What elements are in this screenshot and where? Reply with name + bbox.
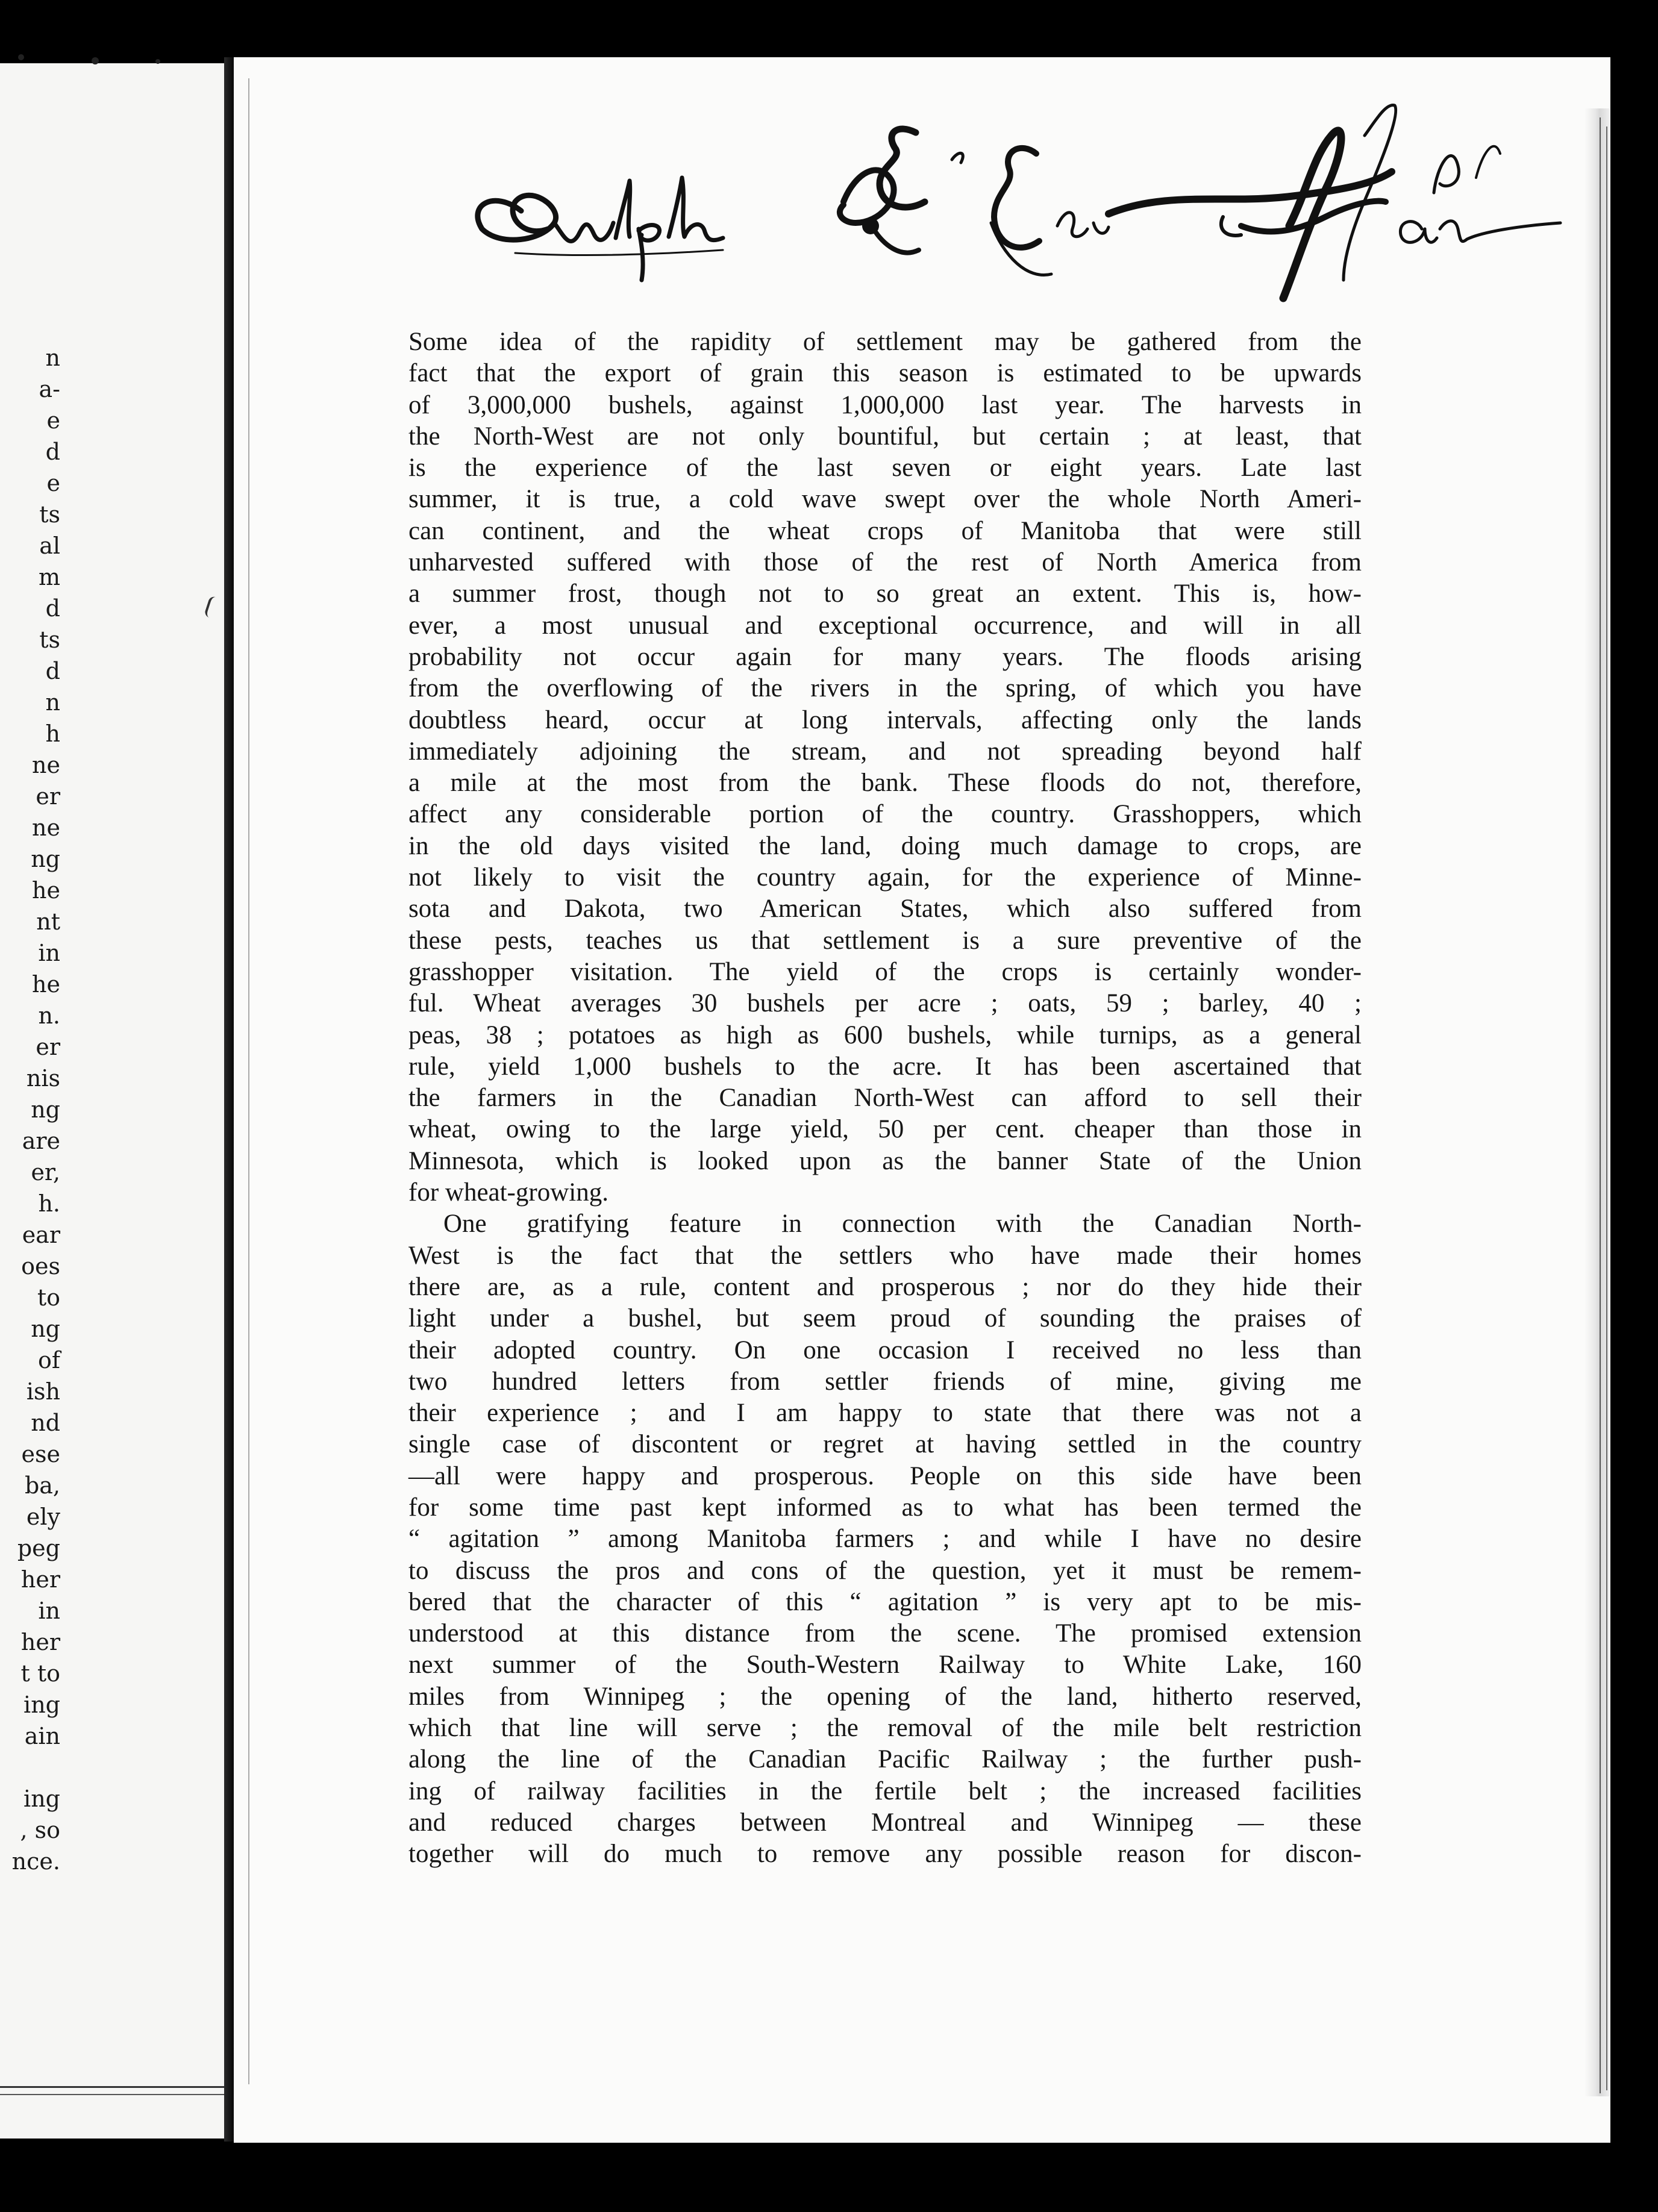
- text-line: One gratifying feature in connection with the Canadian North-: [443, 1210, 1362, 1239]
- facing-page-fragment: of: [38, 1347, 60, 1373]
- facing-page-fragment: he: [32, 971, 60, 998]
- text-line: can continent, and the wheat crops of Manitoba that were still: [408, 516, 1362, 545]
- facing-page-fragment: nt: [36, 908, 60, 935]
- text-line: not likely to visit the country again, for the experience of Minne-: [408, 863, 1362, 892]
- facing-page-fragment: her: [20, 1629, 60, 1655]
- handwriting-strokes: [458, 99, 1578, 334]
- text-line: there are, as a rule, content and prosperous ; nor do they hide their: [408, 1272, 1362, 1301]
- text-line: fact that the export of grain this season is estimated to be upwards: [408, 359, 1362, 388]
- facing-page-fragment: ain: [24, 1723, 60, 1749]
- facing-page-fragment: h: [45, 720, 60, 747]
- facing-page-fragment: ese: [21, 1441, 60, 1467]
- text-line: unharvested suffered with those of the rest of North America from: [408, 548, 1362, 577]
- facing-page-fragment: ely: [26, 1504, 60, 1530]
- text-line: which that line will serve ; the removal of the mile belt restriction: [408, 1714, 1362, 1743]
- text-line: and reduced charges between Montreal and Winnipeg — these: [408, 1808, 1362, 1837]
- facing-page-fragment: er: [36, 783, 60, 810]
- main-body-text: [408, 326, 1362, 1870]
- text-line: ever, a most unusual and exceptional occurrence, and will in all: [408, 611, 1362, 640]
- text-line: for wheat-growing.: [408, 1178, 608, 1207]
- facing-page-fragment: ts: [39, 501, 60, 528]
- facing-page-fragment: n: [45, 345, 60, 371]
- facing-page-fragment: t to: [20, 1660, 60, 1687]
- page-edge-line-2: [1606, 127, 1607, 2090]
- facing-page-fragment: ish: [26, 1378, 60, 1405]
- facing-page-fragment: e: [46, 470, 60, 496]
- facing-page-fragment: h.: [38, 1190, 60, 1217]
- text-line: Minnesota, which is looked upon as the banner State of the Union: [408, 1146, 1362, 1175]
- facing-page-fragment: d: [45, 439, 60, 465]
- text-line: a summer frost, though not to so great an extent. This is, how-: [408, 580, 1362, 608]
- text-line: probability not occur again for many years. The floods arising: [408, 642, 1362, 671]
- facing-page-fragment: d: [45, 595, 60, 622]
- facing-page-fragment: e: [46, 407, 60, 434]
- text-line: their experience ; and I am happy to state that there was not a: [408, 1399, 1362, 1428]
- scan-speck: [18, 54, 24, 60]
- paragraph-1: [408, 326, 1362, 1208]
- text-line: grasshopper visitation. The yield of the crops is certainly wonder-: [408, 957, 1362, 986]
- facing-page-fragment: in: [38, 1598, 60, 1624]
- text-line: “ agitation ” among Manitoba farmers ; and while I have no desire: [408, 1525, 1362, 1554]
- facing-page-fragment: nce.: [11, 1848, 60, 1875]
- text-line: Some idea of the rapidity of settlement may be gathered from the: [408, 328, 1362, 356]
- facing-page-fragment: to: [37, 1284, 60, 1311]
- text-line: together will do much to remove any possible reason for discon-: [408, 1840, 1362, 1869]
- text-line: doubtless heard, occur at long intervals, affecting only the lands: [408, 705, 1362, 734]
- facing-page-fragment: er,: [31, 1159, 60, 1186]
- facing-page-fragment: he: [32, 877, 60, 904]
- text-line: West is the fact that the settlers who have made their homes: [408, 1241, 1362, 1270]
- text-line: affect any considerable portion of the country. Grasshoppers, which: [408, 800, 1362, 829]
- text-line: in the old days visited the land, doing much damage to crops, are: [408, 831, 1362, 860]
- text-line: from the overflowing of the rivers in the spring, of which you have: [408, 674, 1362, 703]
- facing-page-fragment: ba,: [24, 1472, 60, 1499]
- text-line: two hundred letters from settler friends of mine, giving me: [408, 1367, 1362, 1396]
- facing-page-fragment: peg: [17, 1535, 60, 1561]
- scan-speck: [155, 59, 160, 64]
- facing-page-fragment: ng: [31, 1096, 60, 1123]
- text-line: immediately adjoining the stream, and not spreading beyond half: [408, 737, 1362, 766]
- facing-page-fragment: [0, 1752, 60, 1783]
- text-line: understood at this distance from the scene. The promised extension: [408, 1619, 1362, 1648]
- facing-page-fragment: n.: [38, 1002, 60, 1029]
- facing-page-edge-2: [0, 2094, 228, 2095]
- scan-speck: [92, 57, 99, 64]
- facing-page-fragment: nd: [31, 1410, 60, 1436]
- page-margin-line: [248, 78, 249, 2084]
- facing-page-fragment: ne: [32, 752, 60, 778]
- facing-page-fragment: her: [20, 1566, 60, 1593]
- text-line: —all were happy and prosperous. People on this side have been: [408, 1461, 1362, 1490]
- text-line: their adopted country. On one occasion I received no less than: [408, 1336, 1362, 1364]
- text-line: sota and Dakota, two American States, which also suffered from: [408, 895, 1362, 923]
- handwritten-annotation: [458, 99, 1578, 334]
- facing-page-fragment: ing: [23, 1786, 60, 1812]
- facing-page-fragment: al: [39, 533, 60, 559]
- text-line: peas, 38 ; potatoes as high as 600 bushels, while turnips, as a general: [408, 1020, 1362, 1049]
- facing-page-fragment: oes: [21, 1253, 60, 1279]
- text-line: a mile at the most from the bank. These floods do not, therefore,: [408, 769, 1362, 798]
- text-line: these pests, teaches us that settlement is a sure preventive of the: [408, 926, 1362, 955]
- paragraph-2: [408, 1208, 1362, 1870]
- facing-page-fragment: nis: [26, 1065, 60, 1092]
- facing-page-fragment: a-: [39, 376, 60, 402]
- text-line: miles from Winnipeg ; the opening of the land, hitherto reserved,: [408, 1682, 1362, 1711]
- facing-page-fragment: ng: [31, 846, 60, 872]
- text-line: light under a bushel, but seem proud of sounding the praises of: [408, 1304, 1362, 1333]
- text-line: summer, it is true, a cold wave swept over the whole North Ameri-: [408, 485, 1362, 514]
- facing-page-fragment: in: [38, 940, 60, 966]
- text-line: is the experience of the last seven or eight years. Late last: [408, 454, 1362, 483]
- text-line: next summer of the South-Western Railway to White Lake, 160: [408, 1651, 1362, 1679]
- facing-page-fragment: ne: [32, 814, 60, 841]
- text-line: wheat, owing to the large yield, 50 per cent. cheaper than those in: [408, 1115, 1362, 1144]
- facing-page-fragment: er: [36, 1034, 60, 1060]
- text-line: the North-West are not only bountiful, but certain ; at least, that: [408, 422, 1362, 451]
- text-line: ful. Wheat averages 30 bushels per acre ; oats, 59 ; barley, 40 ;: [408, 989, 1362, 1018]
- facing-page-fragment: ng: [31, 1316, 60, 1342]
- facing-page-fragment: ear: [22, 1222, 60, 1248]
- facing-page-fragment: n: [45, 689, 60, 716]
- facing-page-fragment: ts: [39, 626, 60, 653]
- text-line: ing of railway facilities in the fertile belt ; the increased facilities: [408, 1776, 1362, 1805]
- page-edge-line: [1600, 117, 1601, 2093]
- text-line: for some time past kept informed as to what has been termed the: [408, 1493, 1362, 1522]
- text-line: single case of discontent or regret at having settled in the country: [408, 1430, 1362, 1459]
- text-line: rule, yield 1,000 bushels to the acre. It has been ascertained that: [408, 1052, 1362, 1081]
- text-line: the farmers in the Canadian North-West can afford to sell their: [408, 1084, 1362, 1113]
- facing-page-text-fragments: [0, 342, 60, 1877]
- facing-page-fragment: m: [38, 564, 60, 590]
- facing-page-fragment: ing: [23, 1692, 60, 1718]
- text-line: of 3,000,000 bushels, against 1,000,000 last year. The harvests in: [408, 390, 1362, 419]
- facing-page-fragment: , so: [20, 1817, 60, 1843]
- text-line: to discuss the pros and cons of the question, yet it must be remem-: [408, 1556, 1362, 1585]
- facing-page-fragment: are: [22, 1128, 60, 1154]
- text-line: along the line of the Canadian Pacific Railway ; the further push-: [408, 1745, 1362, 1774]
- facing-page-fragment: d: [45, 658, 60, 684]
- facing-page-edge: [0, 2086, 228, 2088]
- text-line: bered that the character of this “ agitation ” is very apt to be mis-: [408, 1587, 1362, 1616]
